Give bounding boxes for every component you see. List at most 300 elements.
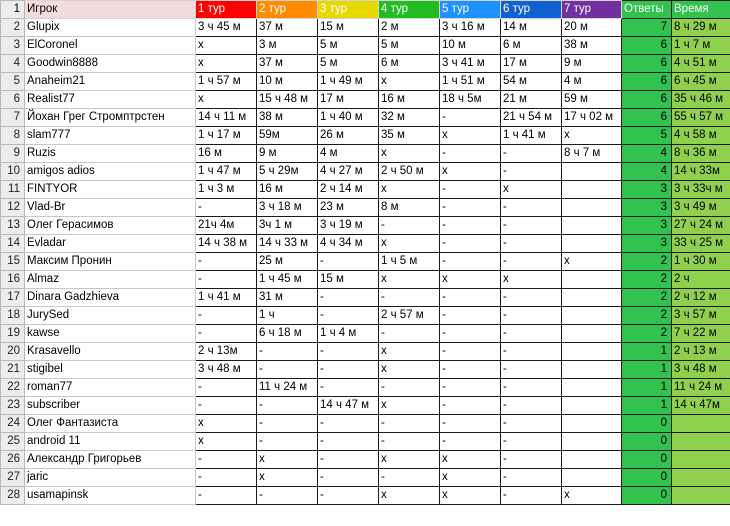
tour-2-cell[interactable]: 9 м	[257, 145, 318, 163]
tour-7-cell[interactable]: 20 м	[562, 19, 622, 37]
player-name-cell[interactable]: Almaz	[25, 271, 196, 289]
answers-cell[interactable]: 2	[622, 253, 672, 271]
header-tour-1[interactable]: 1 тур	[196, 1, 257, 19]
player-name-cell[interactable]: Максим Пронин	[25, 253, 196, 271]
tour-4-cell[interactable]: х	[379, 181, 440, 199]
tour-4-cell[interactable]: х	[379, 235, 440, 253]
tour-4-cell[interactable]: х	[379, 145, 440, 163]
tour-5-cell[interactable]: х	[440, 487, 501, 505]
row-number: 15	[1, 253, 25, 271]
answers-cell[interactable]: 4	[622, 145, 672, 163]
player-name-cell[interactable]: Ruzis	[25, 145, 196, 163]
header-tour-6[interactable]: 6 тур	[501, 1, 562, 19]
time-cell[interactable]: 3 ч 57 м	[672, 307, 730, 325]
tour-5-cell[interactable]: 18 ч 5м	[440, 91, 501, 109]
tour-7-cell[interactable]	[562, 289, 622, 307]
time-cell[interactable]: 2 ч 13 м	[672, 343, 730, 361]
tour-2-cell[interactable]: -	[257, 343, 318, 361]
answers-cell[interactable]: 6	[622, 55, 672, 73]
row-number: 6	[1, 91, 25, 109]
tour-7-cell[interactable]	[562, 433, 622, 451]
tour-6-cell[interactable]: -	[501, 469, 562, 487]
tour-3-cell[interactable]: -	[318, 469, 379, 487]
answers-cell[interactable]: 6	[622, 73, 672, 91]
tour-2-cell[interactable]: 37 м	[257, 19, 318, 37]
tour-3-cell[interactable]: 5 м	[318, 37, 379, 55]
table-row	[1, 163, 730, 181]
time-cell[interactable]: 27 ч 24 м	[672, 217, 730, 235]
time-cell[interactable]	[672, 469, 730, 487]
tour-5-cell[interactable]: -	[440, 379, 501, 397]
tour-4-cell[interactable]: 32 м	[379, 109, 440, 127]
tour-4-cell[interactable]: 35 м	[379, 127, 440, 145]
tour-2-cell[interactable]: 5 ч 29м	[257, 163, 318, 181]
tour-4-cell[interactable]: -	[379, 433, 440, 451]
tour-5-cell[interactable]: -	[440, 325, 501, 343]
tour-1-cell[interactable]: -	[196, 325, 257, 343]
tour-1-cell[interactable]: -	[196, 253, 257, 271]
answers-cell[interactable]: 3	[622, 199, 672, 217]
tour-7-cell[interactable]	[562, 217, 622, 235]
tour-4-cell[interactable]: х	[379, 487, 440, 505]
tour-7-cell[interactable]: 9 м	[562, 55, 622, 73]
tour-4-cell[interactable]: х	[379, 451, 440, 469]
tour-6-cell[interactable]: -	[501, 199, 562, 217]
tour-7-cell[interactable]: 17 ч 02 м	[562, 109, 622, 127]
tour-6-cell[interactable]: -	[501, 235, 562, 253]
tour-6-cell[interactable]: -	[501, 253, 562, 271]
tour-2-cell[interactable]: 3ч 1 м	[257, 217, 318, 235]
time-cell[interactable]: 2 ч 12 м	[672, 289, 730, 307]
table-row	[1, 181, 730, 199]
tour-5-cell[interactable]: -	[440, 433, 501, 451]
tour-3-cell[interactable]: -	[318, 415, 379, 433]
time-cell[interactable]: 4 ч 58 м	[672, 127, 730, 145]
tour-7-cell[interactable]	[562, 181, 622, 199]
header-tour-3[interactable]: 3 тур	[318, 1, 379, 19]
tour-2-cell[interactable]: -	[257, 361, 318, 379]
tour-1-cell[interactable]: 1 ч 47 м	[196, 163, 257, 181]
tour-3-cell[interactable]: 3 ч 19 м	[318, 217, 379, 235]
tour-4-cell[interactable]: х	[379, 271, 440, 289]
tour-3-cell[interactable]: 17 м	[318, 91, 379, 109]
time-cell[interactable]	[672, 487, 730, 505]
tour-5-cell[interactable]: х	[440, 469, 501, 487]
answers-cell[interactable]: 0	[622, 487, 672, 505]
tour-1-cell[interactable]: 1 ч 57 м	[196, 73, 257, 91]
time-cell[interactable]: 14 ч 47м	[672, 397, 730, 415]
header-time[interactable]: Время	[672, 1, 730, 19]
time-cell[interactable]: 35 ч 46 м	[672, 91, 730, 109]
time-cell[interactable]: 3 ч 33ч м	[672, 181, 730, 199]
tour-2-cell[interactable]: 10 м	[257, 73, 318, 91]
table-row	[1, 289, 730, 307]
row-number: 7	[1, 109, 25, 127]
tour-1-cell[interactable]: 14 ч 11 м	[196, 109, 257, 127]
tour-1-cell[interactable]: 16 м	[196, 145, 257, 163]
tour-3-cell[interactable]: 1 ч 4 м	[318, 325, 379, 343]
answers-cell[interactable]: 2	[622, 289, 672, 307]
table-row	[1, 37, 730, 55]
tour-3-cell[interactable]: 15 м	[318, 271, 379, 289]
header-tour-7[interactable]: 7 тур	[562, 1, 622, 19]
tour-1-cell[interactable]: 3 ч 48 м	[196, 361, 257, 379]
tour-2-cell[interactable]: 38 м	[257, 109, 318, 127]
time-cell[interactable]: 1 ч 7 м	[672, 37, 730, 55]
player-name-cell[interactable]: Anaheim21	[25, 73, 196, 91]
tour-2-cell[interactable]: 11 ч 24 м	[257, 379, 318, 397]
row-number: 5	[1, 73, 25, 91]
tour-6-cell[interactable]: 54 м	[501, 73, 562, 91]
player-name-cell[interactable]: slam777	[25, 127, 196, 145]
tour-3-cell[interactable]: 23 м	[318, 199, 379, 217]
answers-cell[interactable]: 1	[622, 379, 672, 397]
tour-1-cell[interactable]: -	[196, 451, 257, 469]
time-cell[interactable]: 33 ч 25 м	[672, 235, 730, 253]
tour-5-cell[interactable]: 3 ч 41 м	[440, 55, 501, 73]
tour-3-cell[interactable]: 15 м	[318, 19, 379, 37]
tour-5-cell[interactable]: -	[440, 307, 501, 325]
row-number: 10	[1, 163, 25, 181]
answers-cell[interactable]: 0	[622, 433, 672, 451]
tour-7-cell[interactable]: 59 м	[562, 91, 622, 109]
player-name-cell[interactable]: Evladar	[25, 235, 196, 253]
tour-1-cell[interactable]: -	[196, 469, 257, 487]
tour-5-cell[interactable]: -	[440, 235, 501, 253]
table-row	[1, 325, 730, 343]
tour-3-cell[interactable]: 4 ч 27 м	[318, 163, 379, 181]
answers-cell[interactable]: 0	[622, 415, 672, 433]
tour-4-cell[interactable]: х	[379, 73, 440, 91]
tour-4-cell[interactable]: 16 м	[379, 91, 440, 109]
tour-6-cell[interactable]: -	[501, 487, 562, 505]
tour-5-cell[interactable]: -	[440, 199, 501, 217]
row-number: 17	[1, 289, 25, 307]
answers-cell[interactable]: 3	[622, 181, 672, 199]
tour-3-cell[interactable]: 1 ч 49 м	[318, 73, 379, 91]
tour-1-cell[interactable]: 1 ч 17 м	[196, 127, 257, 145]
tour-2-cell[interactable]: -	[257, 433, 318, 451]
player-name-cell[interactable]: subscriber	[25, 397, 196, 415]
row-number: 3	[1, 37, 25, 55]
tour-1-cell[interactable]: 1 ч 41 м	[196, 289, 257, 307]
tour-5-cell[interactable]: х	[440, 451, 501, 469]
tour-7-cell[interactable]	[562, 199, 622, 217]
tour-2-cell[interactable]: х	[257, 451, 318, 469]
time-cell[interactable]	[672, 415, 730, 433]
tour-6-cell[interactable]: -	[501, 217, 562, 235]
tour-1-cell[interactable]: -	[196, 199, 257, 217]
tour-2-cell[interactable]: 37 м	[257, 55, 318, 73]
tour-3-cell[interactable]: -	[318, 433, 379, 451]
tour-5-cell[interactable]: х	[440, 271, 501, 289]
tour-3-cell[interactable]: -	[318, 361, 379, 379]
tour-2-cell[interactable]: 59м	[257, 127, 318, 145]
tour-1-cell[interactable]: -	[196, 307, 257, 325]
answers-cell[interactable]: 3	[622, 235, 672, 253]
tour-3-cell[interactable]: -	[318, 289, 379, 307]
tour-7-cell[interactable]: х	[562, 253, 622, 271]
table-row	[1, 109, 730, 127]
player-name-cell[interactable]: JurySed	[25, 307, 196, 325]
tour-1-cell[interactable]: х	[196, 37, 257, 55]
tour-6-cell[interactable]: -	[501, 397, 562, 415]
tour-7-cell[interactable]	[562, 415, 622, 433]
player-name-cell[interactable]: roman77	[25, 379, 196, 397]
time-cell[interactable]: 3 ч 48 м	[672, 361, 730, 379]
tour-2-cell[interactable]: 1 ч	[257, 307, 318, 325]
tour-7-cell[interactable]	[562, 469, 622, 487]
player-name-cell[interactable]: Realist77	[25, 91, 196, 109]
tour-2-cell[interactable]: -	[257, 487, 318, 505]
tour-4-cell[interactable]: -	[379, 469, 440, 487]
tour-6-cell[interactable]: -	[501, 343, 562, 361]
tour-5-cell[interactable]: -	[440, 361, 501, 379]
tour-5-cell[interactable]: -	[440, 181, 501, 199]
tour-3-cell[interactable]: 1 ч 40 м	[318, 109, 379, 127]
header-answers[interactable]: Ответы	[622, 1, 672, 19]
tour-4-cell[interactable]: 2 м	[379, 19, 440, 37]
player-name-cell[interactable]: jaric	[25, 469, 196, 487]
tour-6-cell[interactable]: 21 ч 54 м	[501, 109, 562, 127]
tour-3-cell[interactable]: -	[318, 307, 379, 325]
tour-2-cell[interactable]: х	[257, 469, 318, 487]
tour-2-cell[interactable]: 16 м	[257, 181, 318, 199]
tour-1-cell[interactable]: х	[196, 91, 257, 109]
tour-5-cell[interactable]: -	[440, 145, 501, 163]
tour-6-cell[interactable]: -	[501, 325, 562, 343]
tour-1-cell[interactable]: 21ч 4м	[196, 217, 257, 235]
tour-7-cell[interactable]: 4 м	[562, 73, 622, 91]
tour-6-cell[interactable]: -	[501, 433, 562, 451]
tour-7-cell[interactable]	[562, 451, 622, 469]
tour-4-cell[interactable]: 2 ч 57 м	[379, 307, 440, 325]
tour-2-cell[interactable]: -	[257, 397, 318, 415]
answers-cell[interactable]: 1	[622, 397, 672, 415]
row-number: 1	[1, 1, 25, 19]
time-cell[interactable]: 8 ч 29 м	[672, 19, 730, 37]
tour-6-cell[interactable]: -	[501, 163, 562, 181]
tour-1-cell[interactable]: х	[196, 415, 257, 433]
tour-7-cell[interactable]: х	[562, 127, 622, 145]
tour-5-cell[interactable]: -	[440, 217, 501, 235]
player-name-cell[interactable]: Glupix	[25, 19, 196, 37]
tour-2-cell[interactable]: 14 ч 33 м	[257, 235, 318, 253]
answers-cell[interactable]: 3	[622, 217, 672, 235]
tour-7-cell[interactable]: 8 ч 7 м	[562, 145, 622, 163]
tour-4-cell[interactable]: -	[379, 415, 440, 433]
tour-1-cell[interactable]: -	[196, 379, 257, 397]
tour-6-cell[interactable]: -	[501, 361, 562, 379]
player-name-cell[interactable]: Йохан Грег Стромптрстен	[25, 109, 196, 127]
tour-6-cell[interactable]: -	[501, 415, 562, 433]
tour-4-cell[interactable]: -	[379, 325, 440, 343]
tour-2-cell[interactable]: 3 ч 18 м	[257, 199, 318, 217]
tour-4-cell[interactable]: -	[379, 217, 440, 235]
answers-cell[interactable]: 2	[622, 307, 672, 325]
time-cell[interactable]	[672, 433, 730, 451]
tour-7-cell[interactable]	[562, 325, 622, 343]
player-name-cell[interactable]: FINTYOR	[25, 181, 196, 199]
tour-3-cell[interactable]: 26 м	[318, 127, 379, 145]
tour-6-cell[interactable]: х	[501, 271, 562, 289]
tour-6-cell[interactable]: 21 м	[501, 91, 562, 109]
tour-3-cell[interactable]: -	[318, 487, 379, 505]
tour-4-cell[interactable]: -	[379, 289, 440, 307]
player-name-cell[interactable]: Александр Григорьев	[25, 451, 196, 469]
tour-4-cell[interactable]: х	[379, 343, 440, 361]
time-cell[interactable]: 4 ч 51 м	[672, 55, 730, 73]
time-cell[interactable]: 3 ч 49 м	[672, 199, 730, 217]
tour-5-cell[interactable]: 10 м	[440, 37, 501, 55]
player-name-cell[interactable]: Dinara Gadzhieva	[25, 289, 196, 307]
tour-3-cell[interactable]: 5 м	[318, 55, 379, 73]
tour-5-cell[interactable]: -	[440, 253, 501, 271]
time-cell[interactable]: 2 ч	[672, 271, 730, 289]
tour-3-cell[interactable]: 4 ч 34 м	[318, 235, 379, 253]
tour-4-cell[interactable]: х	[379, 397, 440, 415]
player-name-cell[interactable]: Goodwin8888	[25, 55, 196, 73]
tour-2-cell[interactable]: 1 ч 45 м	[257, 271, 318, 289]
tour-6-cell[interactable]: -	[501, 145, 562, 163]
tour-6-cell[interactable]: -	[501, 289, 562, 307]
row-number: 18	[1, 307, 25, 325]
tour-6-cell[interactable]: 6 м	[501, 37, 562, 55]
player-name-cell[interactable]: Vlad-Br	[25, 199, 196, 217]
tour-6-cell[interactable]: -	[501, 451, 562, 469]
time-cell[interactable]: 11 ч 24 м	[672, 379, 730, 397]
tour-6-cell[interactable]: 17 м	[501, 55, 562, 73]
tour-1-cell[interactable]: х	[196, 433, 257, 451]
header-tour-5[interactable]: 5 тур	[440, 1, 501, 19]
answers-cell[interactable]: 7	[622, 19, 672, 37]
tour-4-cell[interactable]: 8 м	[379, 199, 440, 217]
tour-4-cell[interactable]: 6 м	[379, 55, 440, 73]
player-name-cell[interactable]: stigibel	[25, 361, 196, 379]
tour-3-cell[interactable]: 2 ч 14 м	[318, 181, 379, 199]
tour-6-cell[interactable]: -	[501, 307, 562, 325]
tour-5-cell[interactable]: 3 ч 16 м	[440, 19, 501, 37]
tour-1-cell[interactable]: 14 ч 38 м	[196, 235, 257, 253]
tour-2-cell[interactable]: 6 ч 18 м	[257, 325, 318, 343]
tour-3-cell[interactable]: -	[318, 253, 379, 271]
answers-cell[interactable]: 6	[622, 109, 672, 127]
time-cell[interactable]: 55 ч 57 м	[672, 109, 730, 127]
time-cell[interactable]: 8 ч 36 м	[672, 145, 730, 163]
header-tour-2[interactable]: 2 тур	[257, 1, 318, 19]
tour-5-cell[interactable]: х	[440, 163, 501, 181]
tour-1-cell[interactable]: 3 ч 45 м	[196, 19, 257, 37]
tour-2-cell[interactable]: 3 м	[257, 37, 318, 55]
tour-7-cell[interactable]	[562, 271, 622, 289]
answers-cell[interactable]: 0	[622, 451, 672, 469]
tour-7-cell[interactable]	[562, 163, 622, 181]
tour-2-cell[interactable]: -	[257, 415, 318, 433]
time-cell[interactable]	[672, 451, 730, 469]
table-row	[1, 19, 730, 37]
answers-cell[interactable]: 4	[622, 163, 672, 181]
table-row	[1, 343, 730, 361]
header-tour-4[interactable]: 4 тур	[379, 1, 440, 19]
answers-cell[interactable]: 1	[622, 343, 672, 361]
tour-1-cell[interactable]: 2 ч 13м	[196, 343, 257, 361]
tour-4-cell[interactable]: х	[379, 361, 440, 379]
tour-5-cell[interactable]: -	[440, 289, 501, 307]
table-row	[1, 55, 730, 73]
tour-2-cell[interactable]: 15 ч 48 м	[257, 91, 318, 109]
table-row	[1, 235, 730, 253]
tour-1-cell[interactable]: 1 ч 3 м	[196, 181, 257, 199]
answers-cell[interactable]: 6	[622, 91, 672, 109]
answers-cell[interactable]: 0	[622, 469, 672, 487]
tour-7-cell[interactable]	[562, 397, 622, 415]
tour-1-cell[interactable]: -	[196, 397, 257, 415]
tour-7-cell[interactable]	[562, 343, 622, 361]
tour-5-cell[interactable]: -	[440, 415, 501, 433]
tour-6-cell[interactable]: х	[501, 181, 562, 199]
tour-5-cell[interactable]: -	[440, 397, 501, 415]
answers-cell[interactable]: 5	[622, 127, 672, 145]
tour-4-cell[interactable]: -	[379, 379, 440, 397]
answers-cell[interactable]: 2	[622, 271, 672, 289]
tour-6-cell[interactable]: 14 м	[501, 19, 562, 37]
answers-cell[interactable]: 1	[622, 361, 672, 379]
tour-5-cell[interactable]: х	[440, 127, 501, 145]
player-name-cell[interactable]: ElCoronel	[25, 37, 196, 55]
tour-4-cell[interactable]: 2 ч 50 м	[379, 163, 440, 181]
table-row	[1, 199, 730, 217]
answers-cell[interactable]: 2	[622, 325, 672, 343]
header-player[interactable]: Игрок	[25, 1, 196, 19]
player-name-cell[interactable]: usamapinsk	[25, 487, 196, 505]
tour-2-cell[interactable]: 25 м	[257, 253, 318, 271]
tour-7-cell[interactable]	[562, 307, 622, 325]
tour-3-cell[interactable]: -	[318, 379, 379, 397]
time-cell[interactable]: 6 ч 45 м	[672, 73, 730, 91]
tour-3-cell[interactable]: -	[318, 451, 379, 469]
tour-5-cell[interactable]: -	[440, 343, 501, 361]
tour-1-cell[interactable]: х	[196, 55, 257, 73]
answers-cell[interactable]: 6	[622, 37, 672, 55]
tour-1-cell[interactable]: -	[196, 487, 257, 505]
player-name-cell[interactable]: amigos adios	[25, 163, 196, 181]
tour-1-cell[interactable]: -	[196, 271, 257, 289]
player-name-cell[interactable]: android 11	[25, 433, 196, 451]
tour-5-cell[interactable]: 1 ч 51 м	[440, 73, 501, 91]
tour-7-cell[interactable]	[562, 379, 622, 397]
tour-7-cell[interactable]	[562, 235, 622, 253]
tour-4-cell[interactable]: 5 м	[379, 37, 440, 55]
tour-7-cell[interactable]	[562, 361, 622, 379]
tour-7-cell[interactable]: 38 м	[562, 37, 622, 55]
player-name-cell[interactable]: Krasavello	[25, 343, 196, 361]
tour-3-cell[interactable]: -	[318, 343, 379, 361]
tour-3-cell[interactable]: 14 ч 47 м	[318, 397, 379, 415]
tour-7-cell[interactable]: х	[562, 487, 622, 505]
tour-6-cell[interactable]: -	[501, 379, 562, 397]
tour-5-cell[interactable]: -	[440, 109, 501, 127]
tour-3-cell[interactable]: 4 м	[318, 145, 379, 163]
player-name-cell[interactable]: Олег Герасимов	[25, 217, 196, 235]
player-name-cell[interactable]: kawse	[25, 325, 196, 343]
tour-6-cell[interactable]: 1 ч 41 м	[501, 127, 562, 145]
time-cell[interactable]: 1 ч 30 м	[672, 253, 730, 271]
time-cell[interactable]: 14 ч 33м	[672, 163, 730, 181]
tour-2-cell[interactable]: 31 м	[257, 289, 318, 307]
tour-4-cell[interactable]: 1 ч 5 м	[379, 253, 440, 271]
time-cell[interactable]: 7 ч 22 м	[672, 325, 730, 343]
player-name-cell[interactable]: Олег Фантазиста	[25, 415, 196, 433]
